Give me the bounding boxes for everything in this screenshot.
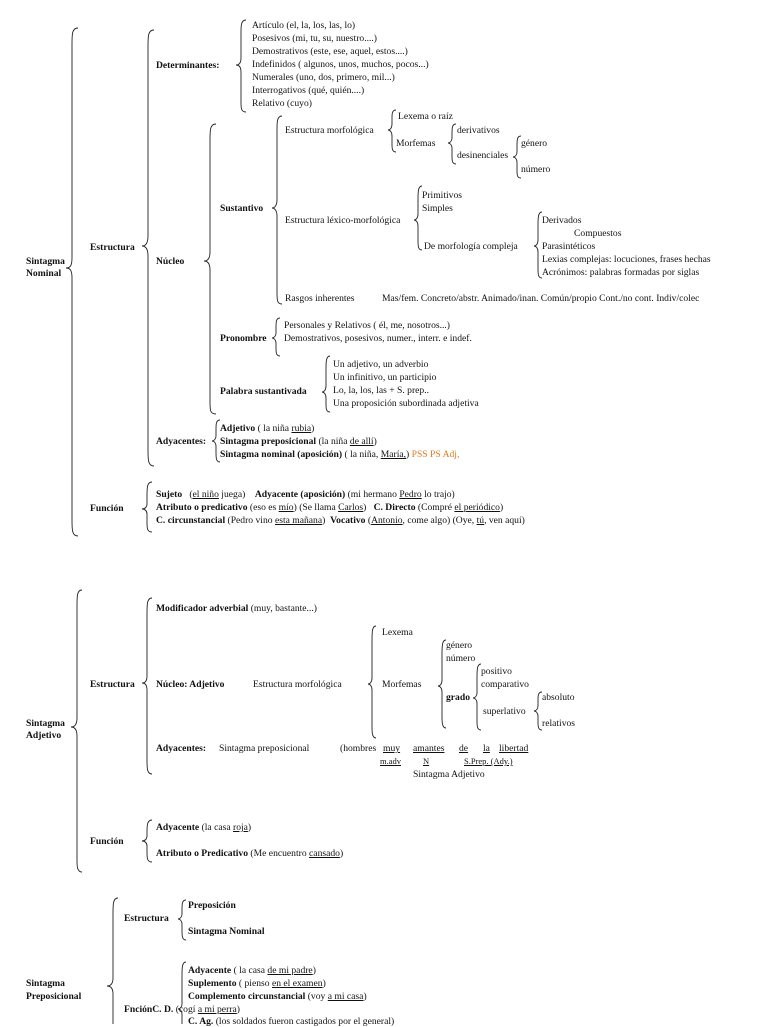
sa-ex-word: la (483, 743, 490, 754)
sa-ex-word: muy (383, 743, 401, 754)
det-item: Artículo (el, la, los, las, lo) (252, 20, 356, 31)
sa-ex-word: de (459, 743, 469, 754)
determinantes-label: Determinantes: (156, 60, 220, 71)
f-cc-post: ) (322, 515, 326, 526)
sa-f-atr-post: ) (339, 848, 344, 859)
estructura-morfologica: Estructura morfológica (285, 125, 374, 136)
ady-sp-post: ) (373, 436, 377, 447)
funcion-line-1: Sujeto (el niño juega) Adyacente (aposición) (mi hermano Pedro lo trajo) (156, 489, 455, 500)
sp-f-sup-u: en el examen (271, 978, 323, 989)
sa-adyacentes: Adyacentes: (156, 743, 207, 754)
sa-positivo: positivo (481, 666, 512, 677)
sp-funcion-post: ) (236, 1004, 240, 1015)
f-atr-pre: (eso es (247, 502, 279, 513)
sustantivo-label: Sustantivo (220, 203, 264, 214)
sa-f-atr-label: Atributo o Predicativo (156, 848, 249, 859)
ady-adj-post: ) (311, 423, 315, 434)
det-item: Interrogativos (qué, quién....) (252, 85, 365, 96)
f-voc-post2: , ven aquí) (484, 515, 525, 526)
sp-funcion-label: FnciónC. D. (124, 1004, 174, 1015)
sa-nucleo: Núcleo: Adjetivo (156, 679, 225, 690)
ady-sn-pre: ( la niña, (342, 449, 381, 460)
f-adyacente-aposicion: Adyacente (aposición) (254, 489, 346, 500)
nucleo-label: Núcleo (156, 256, 185, 267)
derivativos: derivativos (457, 125, 500, 136)
compuestos: Compuestos (574, 228, 622, 239)
modificador-label: Modificador adverbial (156, 603, 249, 614)
sa-ex-tag: N (423, 756, 430, 766)
sa-genero: género (446, 640, 473, 651)
sp-estructura: Estructura (124, 913, 169, 924)
estructura-lexico: Estructura léxico-morfológica (285, 215, 401, 226)
parasinteticos: Parasintéticos (542, 241, 596, 252)
ady-highlight: PSS PS Adj, (409, 449, 460, 460)
sa-morfemas: Morfemas (382, 679, 422, 690)
sa-estructura: Estructura (90, 679, 135, 690)
sa-sintagma-prep: Sintagma preposicional (219, 743, 310, 754)
sa-f-ady-pre: (la casa (199, 822, 233, 833)
rasgos-label: Rasgos inherentes (285, 293, 355, 304)
f-cdirecto: C. Directo (373, 502, 416, 513)
f-cd-post: ) (499, 502, 504, 513)
numero: número (521, 164, 551, 175)
ady-snominal (220, 449, 459, 460)
ady-sn-post: ) (406, 449, 410, 460)
sa-superlativo: superlativo (483, 706, 526, 717)
det-item: Demostrativos (este, ese, aquel, estos....) (252, 46, 408, 57)
f-voc-u: Antonio (371, 515, 403, 526)
ady-adj-underlined: rubia (291, 423, 312, 434)
sp-f-ady (188, 965, 316, 976)
sa-ex-word: (hombres (340, 743, 377, 754)
palabra-sustantivada-label: Palabra sustantivada (220, 386, 307, 397)
sn-funcion: Función (90, 503, 124, 514)
ady-sp-label: Sintagma preposicional (220, 436, 317, 447)
f-atr-u: mío (278, 502, 294, 513)
sp-funcion-cd (124, 1004, 240, 1015)
sp-f-cc-u: a mi casa (327, 991, 364, 1002)
acronimos: Acrónimos: palabras formadas por siglas (542, 267, 700, 278)
sa-title-1: Sintagma (26, 718, 65, 729)
derivados: Derivados (542, 215, 582, 226)
morfemas-label: Morfemas (396, 138, 436, 149)
ps-item: Una proposición subordinada adjetiva (333, 398, 479, 409)
f-cd-pre: (Compré (415, 502, 455, 513)
pronombre-item: Personales y Relativos ( él, me, nosotros...) (284, 320, 450, 331)
f-ccircunstancial: C. circunstancial (156, 515, 226, 526)
ps-item: Lo, la, los, las + S. prep.. (333, 385, 430, 396)
sp-f-cc (188, 991, 367, 1002)
sa-absoluto: absoluto (542, 692, 575, 703)
sp-f-ady-pre: ( la casa (231, 965, 268, 976)
simples: Simples (422, 203, 453, 214)
sp-f-ady-u: de mi padre (267, 965, 313, 976)
f-adyap-pre: (mi hermano (345, 489, 400, 500)
genero: género (521, 138, 548, 149)
f-sellama-post: ) (363, 502, 367, 513)
f-vocativo: Vocativo (330, 515, 366, 526)
f-cc-pre: (Pedro vino (225, 515, 275, 526)
sp-f-sup-post: ) (322, 978, 326, 989)
desinenciales: desinenciales (457, 150, 509, 161)
sp-f-sup-pre: ( pienso (236, 978, 272, 989)
ady-adj-pre: ( la niña (255, 423, 292, 434)
f-atributo: Atributo o predicativo (156, 502, 248, 513)
sp-preposicion: Preposición (188, 900, 236, 911)
f-voc-u2: tú (476, 515, 485, 526)
pronombre-item: Demostrativos, posesivos, numer., interr. e indef. (284, 333, 472, 344)
sa-grado: grado (446, 692, 470, 703)
sa-f-atr-u: cansado (309, 848, 340, 859)
sn-title-2: Nominal (26, 268, 62, 279)
sa-numero: número (446, 653, 476, 664)
f-sellama-u: Carlos (338, 502, 364, 513)
adyacentes-label: Adyacentes: (156, 436, 207, 447)
pronombre-label: Pronombre (220, 333, 267, 344)
lexema-raiz: Lexema o raíz (398, 111, 453, 122)
rasgos-items: Mas/fem. Concreto/abstr. Animado/inan. Común/propio Cont./no cont. Indiv/colec (382, 293, 700, 304)
sp-f-cc-label: Complemento circunstancial (188, 991, 306, 1002)
lexias: Lexias complejas: locuciones, frases hechas (542, 254, 711, 265)
sa-f-ady-label: Adyacente (156, 822, 200, 833)
det-item: Posesivos (mi, tu, su, nuestro....) (252, 33, 377, 44)
sp-title-1: Sintagma (26, 978, 65, 989)
sp-title-2: Preposicional (26, 991, 82, 1002)
ady-sn-label: Sintagma nominal (aposición) (220, 449, 343, 460)
funcion-line-2 (156, 502, 503, 513)
sp-funcion-pre: (cogí (173, 1004, 198, 1015)
sp-f-ady-label: Adyacente (188, 965, 232, 976)
sa-f-ady (156, 822, 251, 833)
ady-adjetivo (220, 423, 314, 434)
f-sujeto-post: juega) (218, 489, 246, 500)
sp-f-ady-post: ) (312, 965, 316, 976)
f-sujeto: Sujeto (156, 489, 183, 500)
sa-ex-tag: S.Prep. (Ady.) (464, 756, 513, 766)
ady-adj-label: Adjetivo (220, 423, 256, 434)
f-adyap-u: Pedro (399, 489, 422, 500)
f-atr-post: ) (293, 502, 297, 513)
sp-f-cag (188, 1016, 394, 1027)
ady-sprep (220, 436, 377, 447)
sa-estr-morf: Estructura morfológica (253, 679, 342, 690)
f-cc-u: esta mañana (274, 515, 323, 526)
modificador-ex: (muy, bastante...) (248, 603, 317, 614)
sn-estructura: Estructura (90, 242, 135, 253)
morfologia-compleja: De morfología compleja (424, 241, 518, 252)
sa-f-atr (156, 848, 343, 859)
sn-title-1: Sintagma (26, 256, 65, 267)
primitivos: Primitivos (422, 190, 462, 201)
sa-f-atr-pre: (Me encuentro (248, 848, 310, 859)
det-item: Indefinidos ( algunos, unos, muchos, pocos...) (252, 59, 429, 70)
sp-f-cag-label: C. Ag. (188, 1016, 214, 1027)
f-cd-u: el periódico (454, 502, 500, 513)
sa-lexema: Lexema (382, 627, 413, 638)
sp-f-sup (188, 978, 326, 989)
ps-item: Un adjetivo, un adverbio (333, 359, 429, 370)
ady-sn-underlined: María, (380, 449, 407, 460)
ady-sp-underlined: de allí (349, 436, 374, 447)
funcion-line-3 (156, 515, 525, 526)
sa-ex-sa: Sintagma Adjetivo (413, 769, 485, 780)
det-item: Relativo (cuyo) (252, 98, 312, 109)
sa-f-ady-post: ) (247, 822, 252, 833)
sa-ex-tag: m.adv (380, 756, 402, 766)
sa-f-ady-u: roja (233, 822, 248, 833)
sa-modificador (156, 603, 317, 614)
ps-item: Un infinitivo, un participio (333, 372, 437, 383)
ady-sp-pre: (la niña (316, 436, 350, 447)
sa-title-2: Adjetivo (26, 730, 62, 741)
sp-funcion-u: a mi perra (197, 1004, 237, 1015)
sa-ex-word: libertad (499, 743, 529, 754)
sp-f-cc-pre: (voy (305, 991, 328, 1002)
sa-comparativo: comparativo (481, 679, 529, 690)
f-sellama-pre: (Se llama (296, 502, 339, 513)
f-adyap-post: lo trajo) (421, 489, 455, 500)
sp-f-sup-label: Suplemento (188, 978, 237, 989)
f-voc-pre: ( (365, 515, 372, 526)
f-sujeto-u: el niño (192, 489, 219, 500)
sp-f-cc-post: ) (363, 991, 367, 1002)
sp-f-cag-ex: (los soldados fueron castigados por el general) (213, 1016, 395, 1027)
sa-relativos: relativos (542, 718, 576, 729)
det-item: Numerales (uno, dos, primero, mil...) (252, 72, 395, 83)
sa-ex-word: amantes (413, 743, 445, 754)
sp-sn: Sintagma Nominal (188, 926, 265, 937)
sa-funcion: Función (90, 836, 124, 847)
f-voc-post: , come algo) (Oye, (402, 515, 477, 526)
